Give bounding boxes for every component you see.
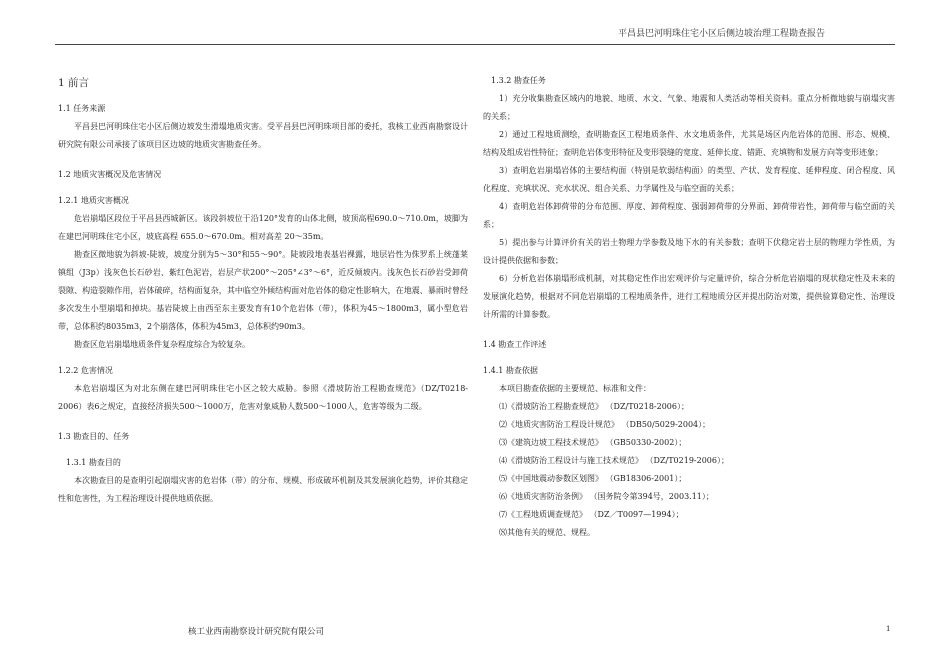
reference-item: ⑷《滑坡防治工程设计与施工技术规范》 （DZ/T0219-2006）； (499, 456, 729, 465)
right-column (483, 70, 895, 542)
task-item: 5）提出参与计算评价有关的岩土物理力学参数及地下水的有关参数；查明下伏稳定岩土层的物理力学性质，为设计提供依据和参数； (483, 238, 895, 265)
task-item: 4）查明危岩体卸荷带的分布范围、厚度、卸荷程度、强弱卸荷带的分界面、卸荷带岩性，卸荷带与临空面的关系； (483, 202, 895, 229)
section-1-3-1-paragraph: 本次勘查目的是查明引起崩塌灾害的危岩体（带）的分布、规模、形成破坏机制及其发展演化趋势，评价其稳定性和危害性，为工程治理设计提供地质依据。 (58, 476, 468, 503)
task-item: 2）通过工程地质测绘，查明勘查区工程地质条件、水文地质条件，尤其是场区内危岩体的范围、形态、规模、结构及组成岩性特征；查明危岩体变形特征及变形裂缝的宽度、延伸长度、错距、充填物和发展方向等变形迹象； (483, 130, 895, 157)
footer-company: 核工业西南勘察设计研究院有限公司 (188, 627, 325, 637)
left-column (58, 70, 468, 508)
reference-item: ⑸《中国地震动参数区划图》 （GB18306-2001）； (499, 474, 687, 483)
section-1-heading: 1 前言 (58, 77, 90, 89)
section-1-2-1-heading: 1.2.1 地质灾害概况 (58, 196, 129, 205)
section-1-2-1-paragraph-1: 危岩崩塌区段位于平昌县西城新区。该段斜坡位于沿120°发育的山体北侧，坡顶高程690.0～710.0m，坡脚为在建巴河明珠住宅小区，坡底高程 655.0～670.0m。相对高差 20～35m。 (58, 214, 468, 241)
section-1-1-paragraph: 平昌县巴河明珠住宅小区后侧边坡发生滑塌地质灾害。受平昌县巴河明珠项目部的委托，我核工业西南勘察设计研究院有限公司承接了该项目区边坡的地质灾害勘查任务。 (58, 122, 468, 149)
section-1-2-heading: 1.2 地质灾害概况及危害情况 (58, 170, 162, 179)
section-1-3-1-heading: 1.3.1 勘查目的 (66, 458, 121, 467)
page-number: 1 (886, 625, 891, 633)
section-1-4-1-heading: 1.4.1 勘查依据 (483, 366, 538, 375)
task-item: 6）分析危岩体崩塌形成机制，对其稳定性作出宏观评价与定量评价，综合分析危岩崩塌的现状稳定性及未来的发展演化趋势，根据对不同危岩崩塌的工程地质条件，进行工程地质分区并提出防治对策，提供验算稳定性、治理设计所需的计算参数。 (483, 274, 895, 319)
task-item: 3）查明危岩崩塌岩体的主要结构面（特别是软弱结构面）的类型、产状、发育程度、延伸程度、闭合程度、风化程度、充填状况、充水状况、组合关系、力学属性及与临空面的关系； (483, 166, 895, 193)
task-item: 1）充分收集勘查区域内的地貌、地质、水文、气象、地震和人类活动等相关资料。重点分析微地貌与崩塌灾害的关系； (483, 94, 895, 121)
reference-item: ⑹《地质灾害防治条例》 （国务院令第394号，2003.11）； (499, 492, 714, 501)
reference-item: ⑺《工程地质调查规范》 （DZ／T0097—1994）； (499, 510, 684, 519)
section-1-2-1-paragraph-2: 勘查区微地貌为斜坡-陡坡，坡度分别为5～30°和55～90°。陡坡段地表基岩裸露，地层岩性为侏罗系上统蓬莱镇组（J3p）浅灰色长石砂岩、紫红色泥岩，岩层产状200°～205°∠3°～6°，近反倾坡内。浅灰色长石砂岩受卸荷裂隙、构造裂隙作用，岩体破碎，结构面复杂，其中临空外倾结构面对危岩体的稳定性影响大，在地震、暴雨时曾经多次发生小型崩塌和掉块。基岩陡坡上由西至东主要发育有10个危岩体（带），体积为45～1800m3，属小型危岩带，总体积约8035m3，2个崩落体，体积为45m3，总体积约90m3。 (58, 250, 468, 331)
section-1-2-2-paragraph: 本危岩崩塌区为对北东侧在建巴河明珠住宅小区之较大威胁。参照《滑坡防治工程勘查规范》（DZ/T0218-2006）表6之规定，直接经济损失500～1000万，危害对象威胁人数500～1000人，危害等级为二级。 (58, 384, 468, 411)
section-1-3-2-heading: 1.3.2 勘查任务 (491, 76, 546, 85)
section-1-3-heading: 1.3 勘查目的、任务 (58, 432, 130, 441)
page-header-title: 平昌县巴河明珠住宅小区后侧边坡治理工程勘查报告 (618, 29, 826, 39)
reference-item: ⑶《建筑边坡工程技术规范》 （GB50330-2002）； (499, 438, 687, 447)
section-1-2-2-heading: 1.2.2 危害情况 (58, 366, 113, 375)
section-1-4-heading: 1.4 勘查工作评述 (483, 340, 547, 349)
reference-item: ⑻其他有关的规范、规程。 (499, 528, 595, 537)
section-1-2-1-paragraph-3: 勘查区危岩崩塌地质条件复杂程度综合为较复杂。 (74, 340, 250, 349)
header-rule (55, 44, 895, 45)
section-1-4-1-intro: 本项目勘查依据的主要规范、标准和文件： (499, 384, 651, 393)
section-1-1-heading: 1.1 任务来源 (58, 104, 106, 113)
reference-item: ⑵《地质灾害防治工程设计规范》 （DB50/5029-2004）； (499, 420, 711, 429)
reference-item: ⑴《滑坡防治工程勘查规范》 （DZ/T0218-2006）； (499, 402, 689, 411)
